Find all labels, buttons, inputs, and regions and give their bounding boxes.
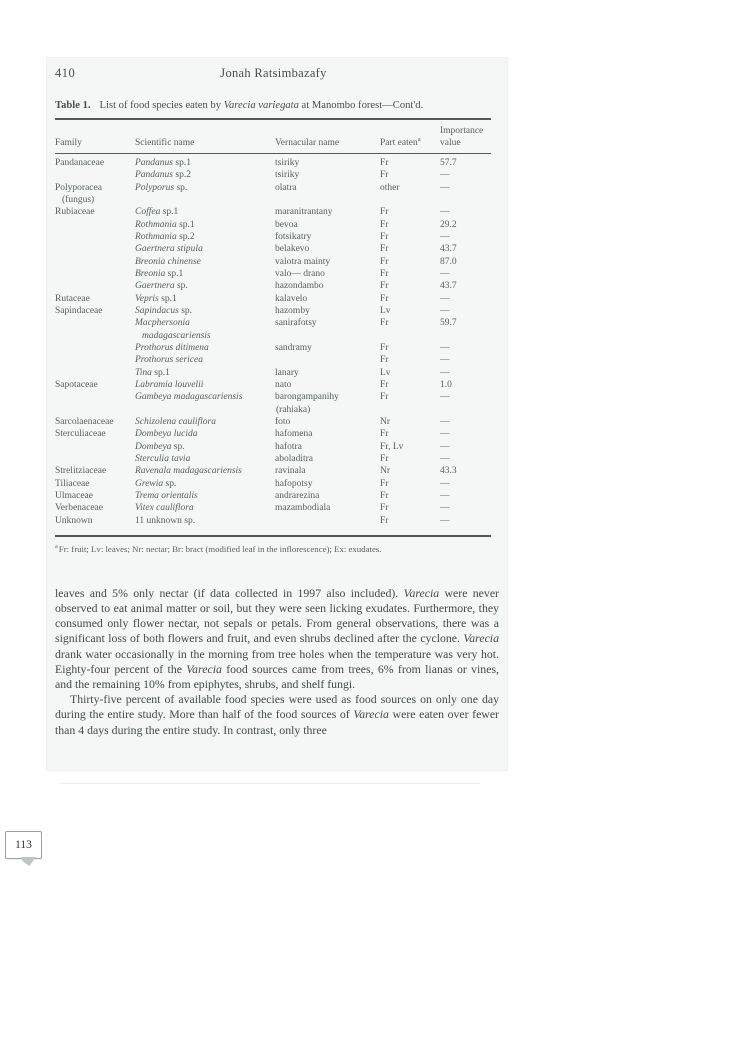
cell-vernacular-name [275,354,380,366]
column-header-importance-value: Importance value [440,126,484,148]
cell-family: Sarcolaenaceae [55,416,114,427]
cell-vernacular-name: hazondambo [275,281,324,292]
cell-family: Rutaceae [55,293,90,304]
cell-importance-value: — [440,293,450,304]
cell-family [55,268,135,280]
cell-family: Ulmaceae [55,490,93,501]
cell-part-eaten: Nr [380,466,391,477]
cell-family [55,342,135,354]
food-species-table [55,118,491,555]
table-row [55,354,491,366]
scanned-page [47,58,507,770]
cell-scientific-name: Vitex cauliflora [135,503,194,514]
cell-part-eaten: Fr [380,244,389,255]
cell-scientific-name: Pandanus sp.1 [135,158,191,168]
cell-vernacular-name: valo— drano [275,268,325,279]
cell-importance-value: — [440,342,450,353]
table-row [55,157,491,169]
cell-scientific-name: Trema orientalis [135,490,198,501]
cell-vernacular-name: kalavelo [275,293,308,304]
cell-part-eaten: Fr [380,355,389,366]
cell-family [55,367,135,379]
table-row [55,502,491,514]
cell-vernacular-name: tsiriky [275,170,300,181]
cell-family: Unknown [55,515,93,526]
table-row [55,490,491,502]
table-footnote [55,544,491,555]
column-header-vernacular-name: Vernacular name [275,137,340,148]
cell-scientific-name: Coffea sp.1 [135,207,179,218]
cell-importance-value: — [440,453,450,464]
cell-importance-value: 43.7 [440,281,457,292]
cell-scientific-name: Breonia chinense [135,256,201,267]
cell-importance-value: 87.0 [440,256,457,267]
cell-scientific-name: Pandanus sp.2 [135,170,191,181]
column-header-family: Family [55,137,82,148]
cell-vernacular-name: tsiriky [275,158,300,168]
cell-vernacular-name: ravinala [275,466,306,477]
cell-part-eaten: Fr [380,342,389,353]
cell-importance-value: — [440,392,450,403]
cell-scientific-name: Polyporus sp. [135,182,188,193]
cell-part-eaten: Lv [380,367,391,378]
cell-family: Tiliaceae [55,478,90,489]
table-bottom-rule [55,535,491,537]
table-row [55,465,491,477]
cell-vernacular-name: bevoa [275,219,298,230]
cell-vernacular-name: foto [275,416,291,427]
table-row [55,317,491,342]
cell-vernacular-name: mazambodiala [275,503,331,514]
cell-part-eaten: Fr [380,318,389,329]
footnote-marker: a [55,542,58,550]
cell-scientific-name: Prothorus ditimena [135,342,209,353]
page-annotation-tab[interactable] [5,831,42,859]
table-label: Table 1. [55,100,91,111]
cell-scientific-name: Rothmania sp.2 [135,231,195,242]
cell-scientific-name: Gaertnera sp. [135,281,188,292]
cell-scientific-name: Rothmania sp.1 [135,219,195,230]
cell-scientific-name: Vepris sp.1 [135,293,177,304]
cell-scientific-name: Gambeya madagascariensis [135,392,243,403]
cell-part-eaten: Fr [380,231,389,242]
cell-vernacular-name: barongampanihy (rahiaka) [275,392,339,415]
cell-part-eaten: Fr [380,392,389,403]
cell-scientific-name: Grewia sp. [135,478,177,489]
table-row [55,293,491,305]
table-row [55,243,491,255]
body-paragraph: leaves and 5% only nectar (if data collected in 1997 also included). Varecia were never observed to eat animal matter or soil, but they were seen licking exudates. Furthermore, they consumed only flower nectar, not sepals or petals. From general observations, there was a significant loss of both flowers and fruit, and even shrubs declined after the cyclone. Varecia drank water occasionally in the morning from tree holes when the temperature was very hot. Eighty-four percent of the Varecia food sources came from trees, 6% from lianas or vines, and the remaining 10% from epiphytes, shrubs, and shelf fungi. [55,585,499,692]
cell-vernacular-name: lanary [275,367,299,378]
cell-family: Sapindaceae [55,305,103,316]
cell-importance-value: — [440,441,450,452]
cell-scientific-name: Breonia sp.1 [135,268,184,279]
body-text [55,586,499,738]
page-number: 410 [55,66,76,80]
annotation-label: 113 [15,839,32,851]
cell-importance-value: — [440,207,450,218]
cell-family [55,453,135,465]
cell-vernacular-name: valotra mainty [275,256,331,267]
table-row [55,280,491,292]
cell-family [55,441,135,453]
cell-scientific-name: Macphersonia madagascariensis [135,318,211,341]
cell-part-eaten: Fr [380,281,389,292]
table-row [55,169,491,181]
cell-family [55,391,135,416]
table-row [55,515,491,527]
cell-family: Polyporacea (fungus) [55,182,102,205]
table-row [55,231,491,243]
cell-importance-value: — [440,490,450,501]
table-row [55,182,491,207]
cell-family: Pandanaceae [55,158,105,168]
cell-part-eaten: Fr [380,158,389,168]
cell-family [55,243,135,255]
body-paragraph: Thirty-five percent of available food species were used as food sources on only one day during the entire study. More than half of the food sources of Varecia were eaten over fewer than 4 days during the entire study. In contrast, only three [55,692,499,737]
column-header-scientific-name: Scientific name [135,137,195,148]
cell-vernacular-name: sanirafotsy [275,318,317,329]
table-row [55,428,491,440]
cell-part-eaten: Fr [380,429,389,440]
running-head: Jonah Ratsimbazafy [220,66,327,80]
cell-part-eaten: Fr [380,170,389,181]
cell-importance-value: — [440,268,450,279]
cell-part-eaten: Fr [380,207,389,218]
cell-scientific-name: 11 unknown sp. [135,515,196,526]
cell-part-eaten: Nr [380,416,391,427]
cell-family [55,231,135,243]
cell-part-eaten: Fr [380,256,389,267]
cell-importance-value: — [440,305,450,316]
cell-importance-value: — [440,416,450,427]
cell-importance-value: — [440,478,450,489]
cell-family [55,256,135,268]
cell-scientific-name: Tina sp.1 [135,367,170,378]
cell-importance-value: — [440,429,450,440]
cell-vernacular-name: hafotra [275,441,302,452]
cell-importance-value: — [440,182,450,193]
cell-part-eaten: Fr [380,453,389,464]
cell-part-eaten: Fr [380,293,389,304]
cell-family [55,354,135,366]
cell-scientific-name: Sapindacus sp. [135,305,193,316]
cell-importance-value: 29.2 [440,219,457,230]
table-row [55,416,491,428]
table-row [55,478,491,490]
table-body [55,154,491,529]
cell-vernacular-name: andrarezina [275,490,320,501]
table-row [55,453,491,465]
table-row [55,391,491,416]
cell-vernacular-name: sandramy [275,342,312,353]
table-row [55,441,491,453]
cell-scientific-name: Sterculia tavia [135,453,191,464]
cell-importance-value: — [440,355,450,366]
table-row [55,219,491,231]
table-caption [55,99,492,112]
footnote-text: Fr: fruit; Lv: leaves; Nr: nectar; Br: bract (modified leaf in the inflorescence); Ex: exudates. [58,543,382,554]
cell-part-eaten: Fr [380,503,389,514]
cell-vernacular-name: maranitrantany [275,207,333,218]
cell-vernacular-name: olatra [275,182,297,193]
cell-family [55,169,135,181]
cell-family: Verbenaceae [55,503,103,514]
cell-vernacular-name: fotsikatry [275,231,312,242]
cell-part-eaten: Fr [380,478,389,489]
cell-importance-value: 57.7 [440,158,457,168]
cell-family: Sapotaceae [55,379,98,390]
cell-importance-value: — [440,170,450,181]
cell-vernacular-name: hafopotsy [275,478,313,489]
cell-family [55,219,135,231]
cell-scientific-name: Dombeya sp. [135,441,185,452]
cell-family: Strelitziaceae [55,466,107,477]
cell-importance-value: 1.0 [440,379,452,390]
cell-part-eaten: Fr [380,515,389,526]
cell-importance-value: — [440,367,450,378]
cell-family: Rubiaceae [55,207,95,218]
cell-family [55,280,135,292]
table-row [55,256,491,268]
page-edge-shadow [60,783,480,784]
table-row [55,206,491,218]
cell-part-eaten: Fr [380,490,389,501]
cell-part-eaten: Fr [380,268,389,279]
cell-scientific-name: Schizolena cauliflora [135,416,217,427]
table-row [55,342,491,354]
table-row [55,367,491,379]
table-header-row [55,120,491,153]
footnote-marker: a [417,135,421,143]
cell-importance-value: — [440,515,450,526]
cell-importance-value: — [440,231,450,242]
table-caption-text: List of food species eaten by Varecia variegata at Manombo forest—Cont'd. [99,100,424,111]
fold-corner-icon [21,857,36,866]
cell-part-eaten: Fr [380,219,389,230]
cell-family [55,317,135,342]
cell-scientific-name: Gaertnera stipula [135,244,203,255]
cell-scientific-name: Dombeya lucida [135,429,198,440]
cell-scientific-name: Prothorus sericea [135,355,203,366]
cell-scientific-name: Ravenala madagascariensis [135,466,242,477]
cell-part-eaten: Lv [380,305,391,316]
cell-vernacular-name: aboladitra [275,453,313,464]
column-header-part-eaten: Part eaten$^a$ [380,135,421,148]
cell-vernacular-name: belakevo [275,244,310,255]
cell-part-eaten: other [380,182,400,193]
table-row [55,305,491,317]
cell-part-eaten: Fr, Lv [380,441,404,452]
table-row [55,268,491,280]
cell-vernacular-name: hafomena [275,429,313,440]
cell-vernacular-name: nato [275,379,292,390]
cell-importance-value: 59.7 [440,318,457,329]
page-header [55,66,492,82]
cell-family: Sterculiaceae [55,429,106,440]
cell-part-eaten: Fr [380,379,389,390]
cell-vernacular-name: hazomby [275,305,310,316]
cell-importance-value: — [440,503,450,514]
cell-importance-value: 43.3 [440,466,457,477]
cell-scientific-name: Labramia louvelii [135,379,204,390]
cell-importance-value: 43.7 [440,244,457,255]
table-row [55,379,491,391]
cell-vernacular-name [275,515,380,527]
